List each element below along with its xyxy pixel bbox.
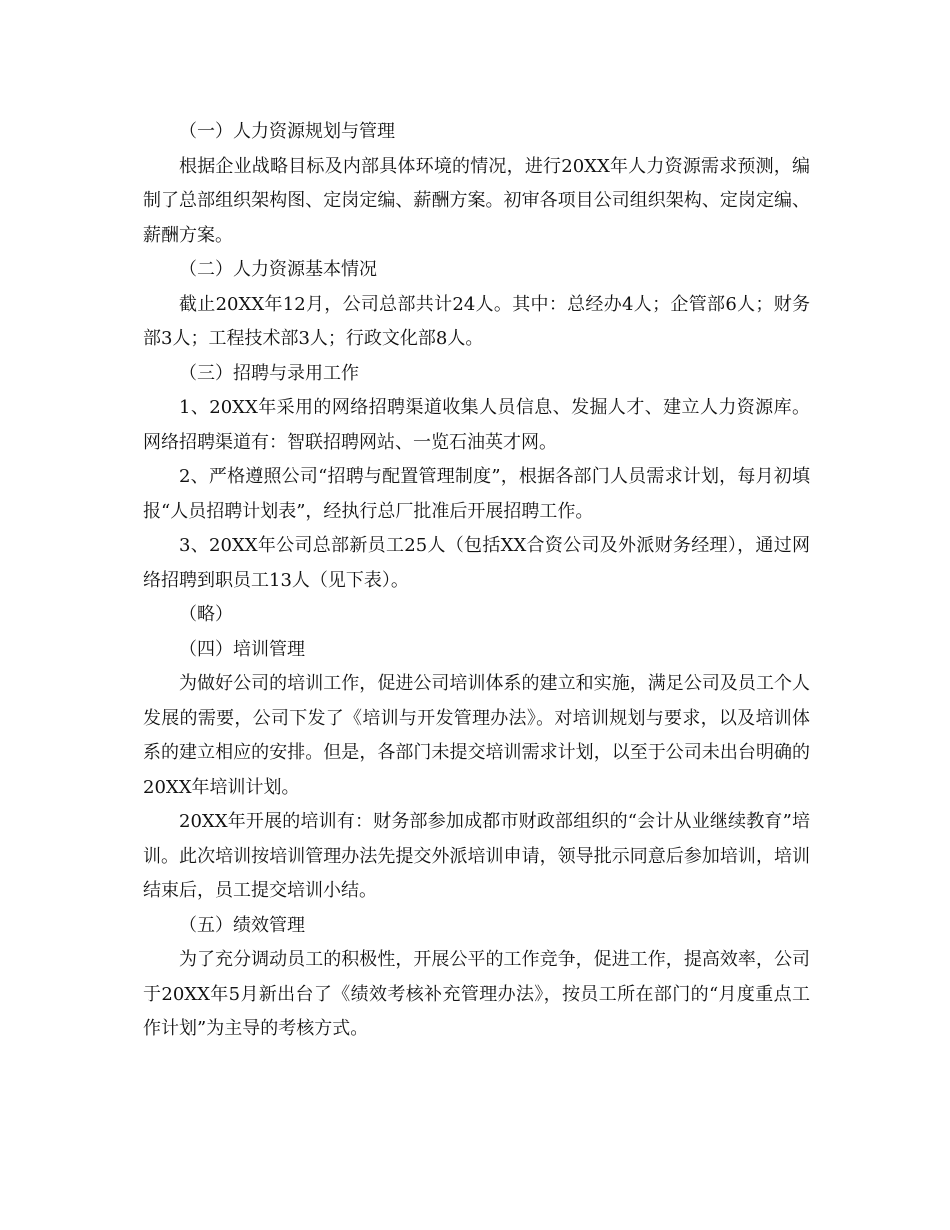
section-heading-training: （四）培训管理	[179, 638, 305, 660]
section-heading-recruitment: （三）招聘与录用工作	[179, 362, 359, 384]
paragraph-recruitment-2: 2、严格遵照公司“招聘与配置管理制度”，根据各部门人员需求计划，每月初填报“人员招聘计划表”，经执行总厂批准后开展招聘工作。	[143, 466, 810, 522]
paragraph-training-1: 为做好公司的培训工作，促进公司培训体系的建立和实施，满足公司及员工个人发展的需要，公司下发了《培训与开发管理办法》。对培训规划与要求，以及培训体系的建立相应的安排。但是，各部门未提交培训需求计划，以至于公司未出台明确的20XX年培训计划。	[143, 673, 810, 798]
paragraph-hr-basics: 截止20XX年12月，公司总部共计24人。其中：总经办4人；企管部6人；财务部3人；工程技术部3人；行政文化部8人。	[143, 293, 810, 349]
paragraph-training-2: 20XX年开展的培训有：财务部参加成都市财政部组织的“会计从业继续教育”培训。此次培训按培训管理办法先提交外派培训申请，领导批示同意后参加培训，培训结束后，员工提交培训小结。	[143, 811, 810, 901]
section-heading-hr-planning: （一）人力资源规划与管理	[179, 121, 395, 142]
paragraph-hr-planning: 根据企业战略目标及内部具体环境的情况，进行20XX年人力资源需求预测，编制了总部组织架构图、定岗定编、薪酬方案。初审各项目公司组织架构、定岗定编、薪酬方案。	[143, 155, 810, 246]
section-heading-hr-basics: （二）人力资源基本情况	[179, 259, 377, 280]
section-heading-performance: （五）绩效管理	[179, 914, 305, 936]
omitted-note: （略）	[179, 604, 233, 625]
paragraph-recruitment-1: 1、20XX年采用的网络招聘渠道收集人员信息、发掘人才、建立人力资源库。网络招聘渠道有：智联招聘网站、一览石油英才网。	[143, 397, 810, 453]
paragraph-recruitment-3: 3、20XX年公司总部新员工25人（包括XX合资公司及外派财务经理），通过网络招聘到职员工13人（见下表）。	[143, 535, 810, 591]
paragraph-performance: 为了充分调动员工的积极性，开展公平的工作竞争，促进工作，提高效率，公司于20XX年5月新出台了《绩效考核补充管理办法》，按员工所在部门的“月度重点工作计划”为主导的考核方式。	[143, 949, 810, 1039]
